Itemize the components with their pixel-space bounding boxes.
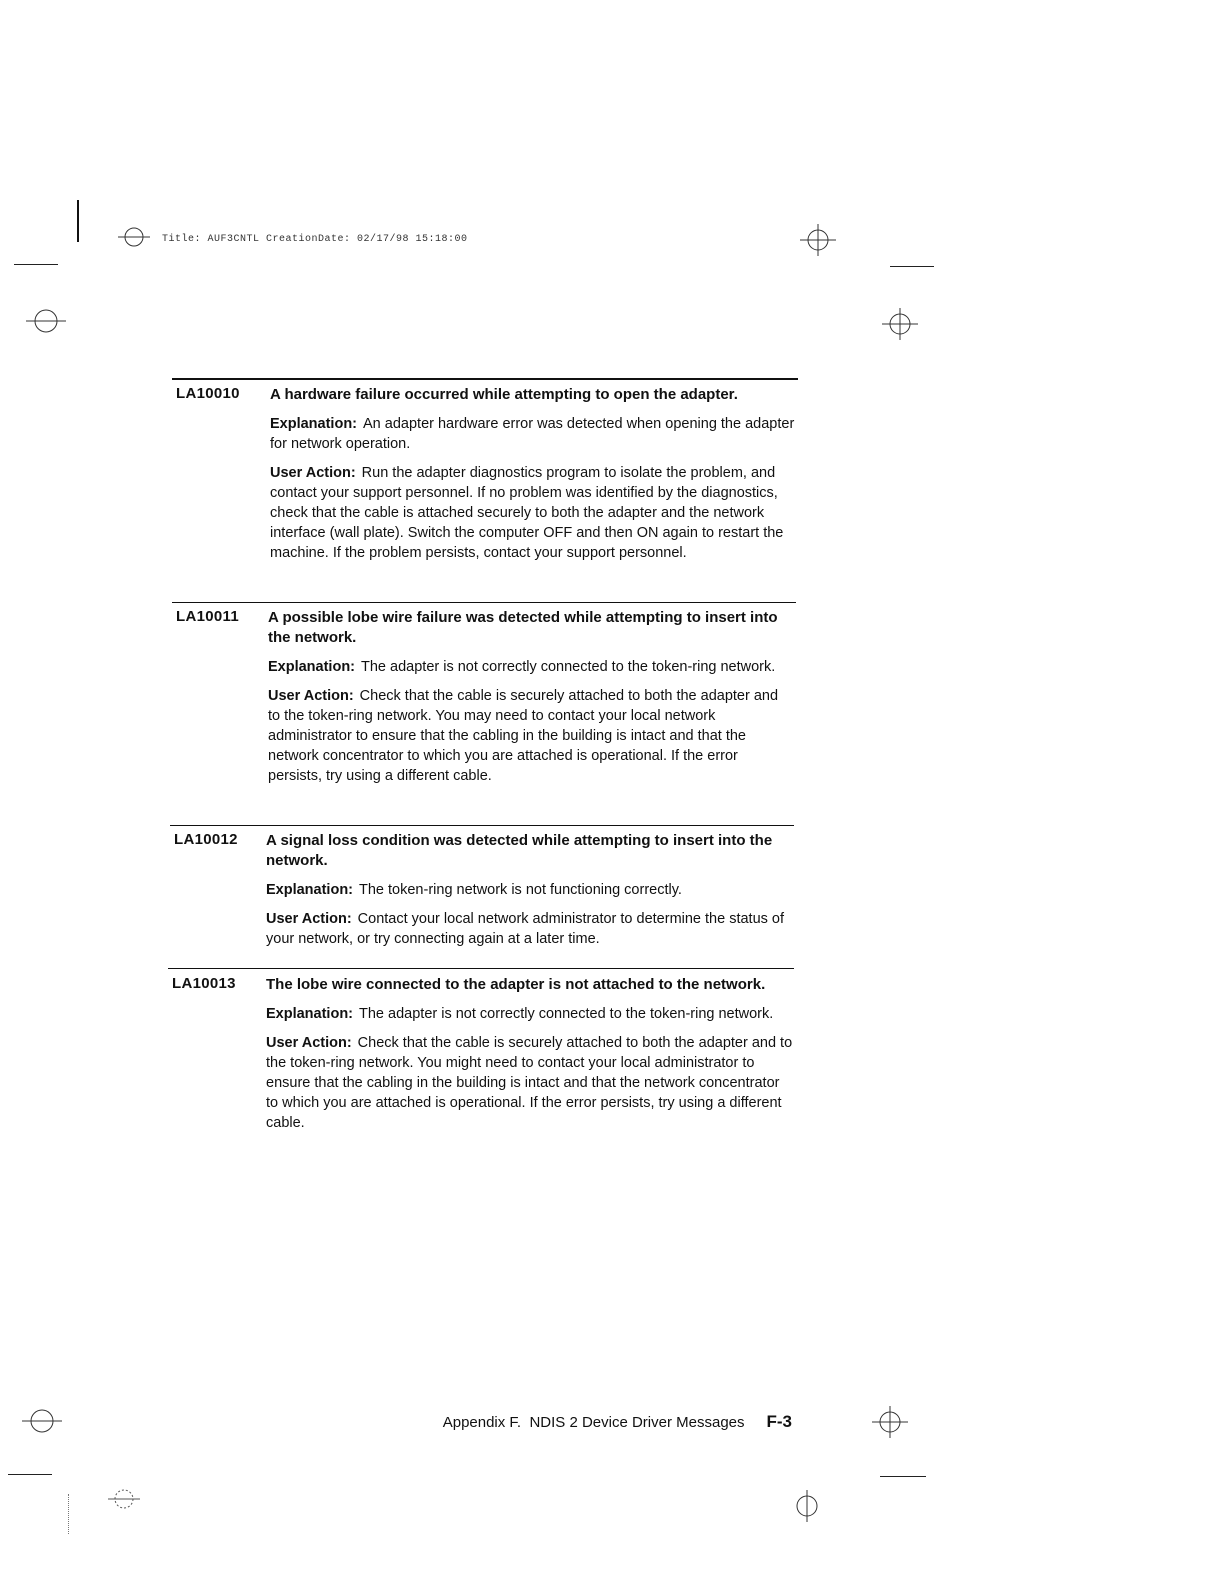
explanation-label: Explanation: (266, 1006, 354, 1022)
user-action (270, 463, 798, 563)
message-code: LA10011 (176, 608, 239, 625)
message-body (268, 608, 794, 786)
crop-rule-bottom-left (8, 1474, 52, 1475)
crop-rule-top-right (890, 266, 934, 267)
user-action-text: Contact your local network administrator to determine the status of your network, or try connecting again at a later time. (266, 911, 785, 947)
explanation (268, 657, 794, 677)
explanation-text: The token-ring network is not functioning correctly. (359, 882, 682, 898)
entry-rule (172, 602, 796, 603)
crosshair-mark-icon (794, 1490, 820, 1522)
message-body (266, 975, 794, 1133)
entry-rule (170, 825, 794, 826)
registration-mark-icon (26, 308, 66, 334)
explanation-text: An adapter hardware error was detected when opening the adapter for network operation. (270, 416, 795, 452)
user-action-text: Run the adapter diagnostics program to isolate the problem, and contact your support personnel. If no problem was identified by the diagnostics, check that the cable is attached securely to both the adapter and the network interface (wall plate). Switch the computer OFF and then ON again to restart the machine. If the problem persists, contact your support personnel. (270, 465, 784, 561)
explanation-label: Explanation: (266, 882, 354, 898)
creation-info: Title: AUF3CNTL CreationDate: 02/17/98 15:18:00 (162, 234, 468, 245)
explanation-text: The adapter is not correctly connected to the token-ring network. (361, 659, 776, 675)
user-action (266, 1033, 794, 1133)
message-title: A hardware failure occurred while attempting to open the adapter. (270, 386, 738, 403)
crop-rule-bottom-right (880, 1476, 926, 1477)
explanation-label: Explanation: (270, 416, 358, 432)
registration-mark-icon (118, 226, 150, 248)
footer-chapter: Appendix F. NDIS 2 Device Driver Messages (442, 1414, 745, 1431)
crop-tick (68, 1494, 70, 1534)
message-code: LA10012 (174, 831, 238, 848)
user-action-label: User Action: (266, 911, 352, 927)
message-title: The lobe wire connected to the adapter is not attached to the network. (266, 976, 766, 993)
explanation-text: The adapter is not correctly connected to the token-ring network. (359, 1006, 774, 1022)
crop-rule-top-left (14, 264, 58, 265)
explanation (266, 1004, 794, 1024)
crosshair-mark-icon (800, 224, 836, 256)
message-body (270, 385, 798, 563)
user-action-text: Check that the cable is securely attached to both the adapter and to the token-ring network. You may need to contact your local network administrator to ensure that the cabling in the building is intact and that the network concentrator to which you are attached is operational. If the error persists, try using a different cable. (268, 688, 779, 784)
page-footer (443, 1412, 792, 1432)
message-title: A signal loss condition was detected while attempting to insert into the network. (266, 832, 773, 869)
entry-rule (168, 968, 794, 969)
message-code: LA10013 (172, 975, 236, 992)
registration-mark-icon (22, 1408, 62, 1434)
page-number: F-3 (766, 1412, 792, 1431)
registration-mark-icon (108, 1488, 140, 1510)
user-action (268, 686, 794, 786)
user-action (266, 909, 792, 949)
crosshair-mark-icon (882, 308, 918, 340)
entry-rule (172, 378, 798, 380)
user-action-label: User Action: (266, 1035, 352, 1051)
explanation (270, 414, 798, 454)
message-code: LA10010 (176, 385, 240, 402)
message-title: A possible lobe wire failure was detected while attempting to insert into the network. (268, 609, 778, 646)
user-action-text: Check that the cable is securely attached to both the adapter and to the token-ring network. You might need to contact your local administrator to ensure that the cabling in the building is intact and that the network concentrator to which you are attached is operational. If the error persists, try using a different cable. (266, 1035, 793, 1131)
explanation (266, 880, 792, 900)
user-action-label: User Action: (268, 688, 354, 704)
user-action-label: User Action: (270, 465, 356, 481)
explanation-label: Explanation: (268, 659, 356, 675)
message-body (266, 831, 792, 949)
crosshair-mark-icon (872, 1406, 908, 1438)
crop-vertical-rule (77, 200, 79, 242)
